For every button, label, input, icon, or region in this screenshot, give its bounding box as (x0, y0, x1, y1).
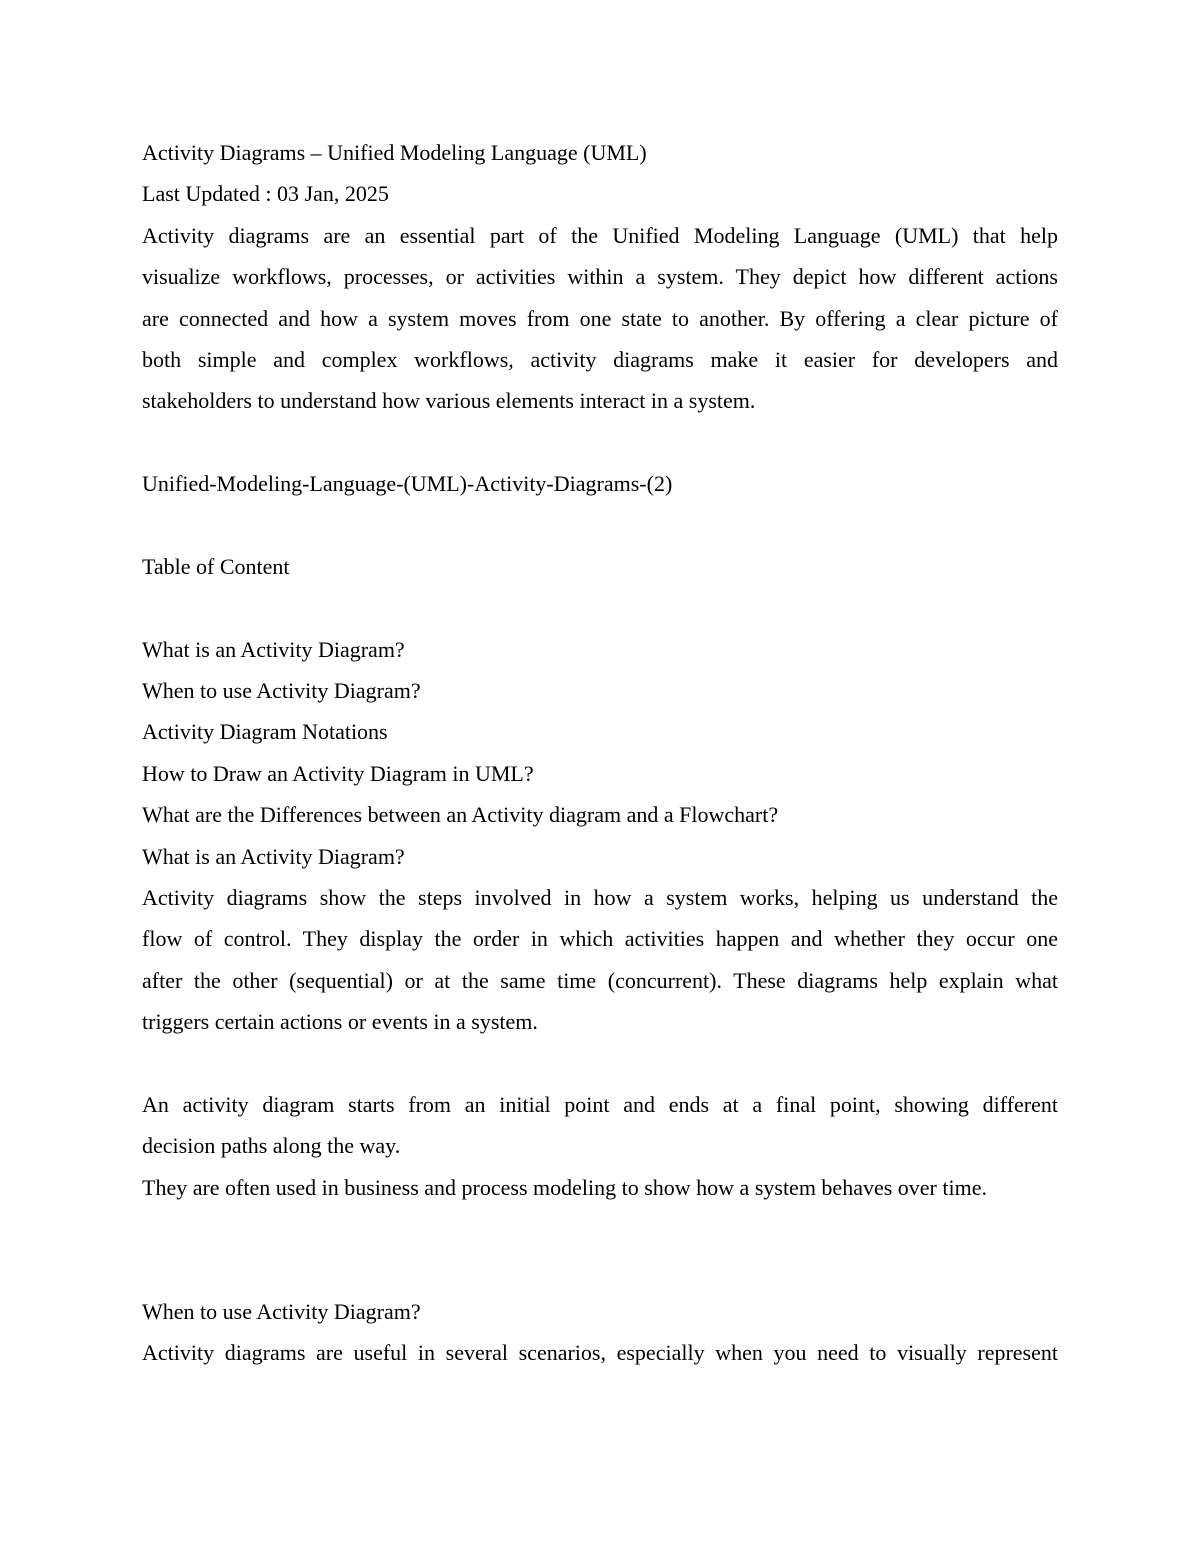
spacer (142, 587, 1058, 628)
toc-item-differences-flowchart: What are the Differences between an Activity diagram and a Flowchart? (142, 802, 779, 828)
body-paragraph-line: flow of control. They display the order in which activities happen and whether they occur one (142, 926, 1058, 952)
body-paragraph-line: after the other (sequential) or at the same time (concurrent). These diagrams help explain what (142, 967, 1058, 993)
body-paragraph-line: Activity diagrams are useful in several scenarios, especially when you need to visually represent (142, 1340, 1058, 1366)
intro-paragraph-line: both simple and complex workflows, activity diagrams make it easier for developers and (142, 346, 1058, 372)
spacer (142, 505, 1058, 546)
toc-item-when-to-use: When to use Activity Diagram? (142, 678, 421, 704)
toc-item-notations: Activity Diagram Notations (142, 719, 388, 745)
body-paragraph-line: Activity diagrams show the steps involved in how a system works, helping us understand the (142, 885, 1058, 911)
spacer (142, 1208, 1058, 1249)
document-title: Activity Diagrams – Unified Modeling Language (UML) (142, 140, 647, 165)
intro-paragraph-line: stakeholders to understand how various elements interact in a system. (142, 388, 756, 414)
toc-item-what-is-activity-diagram: What is an Activity Diagram? (142, 636, 405, 662)
intro-paragraph-line: are connected and how a system moves from one state to another. By offering a clear picture of (142, 305, 1058, 331)
body-paragraph-line: triggers certain actions or events in a system. (142, 1009, 538, 1035)
section-heading-when-to-use: When to use Activity Diagram? (142, 1298, 421, 1324)
image-placeholder-caption: Unified-Modeling-Language-(UML)-Activity-Diagrams-(2) (142, 471, 673, 497)
spacer (142, 1043, 1058, 1084)
intro-paragraph-line: visualize workflows, processes, or activities within a system. They depict how different actions (142, 264, 1058, 290)
toc-item-how-to-draw: How to Draw an Activity Diagram in UML? (142, 760, 534, 786)
body-paragraph-line: They are often used in business and process modeling to show how a system behaves over time. (142, 1174, 987, 1200)
spacer (142, 422, 1058, 463)
body-paragraph-line: An activity diagram starts from an initial point and ends at a final point, showing different (142, 1091, 1058, 1117)
last-updated-text: Last Updated : 03 Jan, 2025 (142, 181, 389, 207)
body-paragraph-line: decision paths along the way. (142, 1133, 401, 1159)
toc-heading: Table of Content (142, 553, 290, 579)
intro-paragraph-line: Activity diagrams are an essential part of the Unified Modeling Language (UML) that help (142, 222, 1058, 248)
section-heading-what-is-activity-diagram: What is an Activity Diagram? (142, 843, 405, 869)
spacer (142, 1250, 1058, 1291)
